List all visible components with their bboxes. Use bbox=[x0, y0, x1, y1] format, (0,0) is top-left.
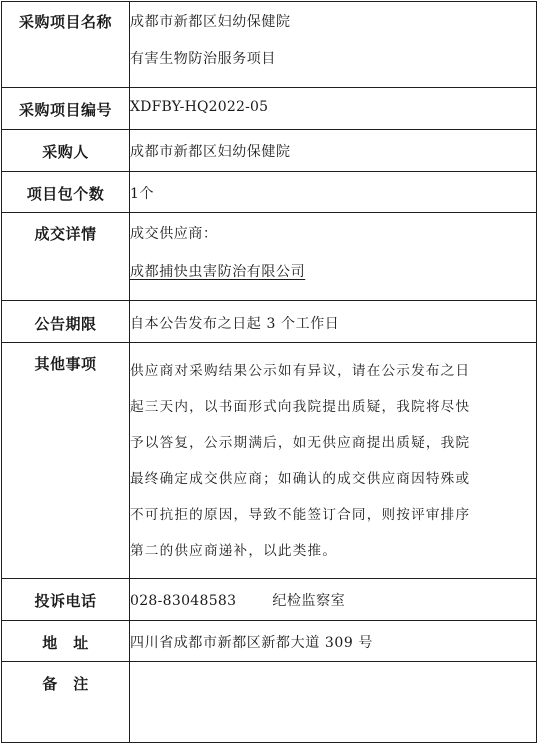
other-matters-line: 起三天内，以书面形式向我院提出质疑，我院将尽快 bbox=[130, 399, 471, 415]
other-matters-line: 最终确定成交供应商；如确认的成交供应商因特殊或 bbox=[130, 471, 471, 487]
label-text: 采购项目编号 bbox=[18, 101, 112, 119]
row-deal-detail bbox=[2, 213, 537, 301]
supplier-heading: 成交供应商： bbox=[130, 226, 218, 242]
value-project-code bbox=[130, 88, 537, 130]
label-text: 备 注 bbox=[42, 675, 89, 693]
value-address bbox=[130, 621, 537, 662]
other-matters-line: 供应商对采购结果公示如有异议，请在公示发布之日 bbox=[130, 363, 471, 379]
label-text: 成交详情 bbox=[34, 225, 97, 243]
project-name-line-1: 成都市新都区妇幼保健院 bbox=[130, 14, 291, 30]
label-remarks bbox=[2, 662, 130, 743]
row-lot-count bbox=[2, 172, 537, 213]
project-code: XDFBY-HQ2022-05 bbox=[130, 99, 269, 115]
label-lot-count bbox=[2, 172, 130, 213]
value-lot-count bbox=[130, 172, 537, 213]
label-complaint-phone bbox=[2, 579, 130, 621]
label-project-name bbox=[2, 2, 130, 88]
row-address bbox=[2, 621, 537, 662]
row-remarks bbox=[2, 662, 537, 743]
row-complaint-phone bbox=[2, 579, 537, 621]
lot-count: 1个 bbox=[130, 186, 155, 202]
value-notice-period bbox=[130, 301, 537, 343]
label-text: 其他事项 bbox=[34, 355, 97, 373]
notice-period-text: 自本公告发布之日起 3 个工作日 bbox=[130, 316, 340, 332]
row-other-matters bbox=[2, 343, 537, 579]
label-other-matters bbox=[2, 343, 130, 579]
value-remarks bbox=[130, 662, 537, 743]
row-project-name bbox=[2, 2, 537, 88]
address-text: 四川省成都市新都区新都大道 309 号 bbox=[130, 635, 374, 651]
purchaser-name: 成都市新都区妇幼保健院 bbox=[130, 144, 291, 160]
value-purchaser bbox=[130, 130, 537, 172]
complaint-phone-number: 028-83048583 bbox=[130, 593, 237, 609]
row-notice-period bbox=[2, 301, 537, 343]
row-project-code bbox=[2, 88, 537, 130]
project-name-line-2: 有害生物防治服务项目 bbox=[130, 51, 276, 67]
value-deal-detail bbox=[130, 213, 537, 301]
label-text: 公告期限 bbox=[34, 315, 97, 333]
label-address bbox=[2, 621, 130, 662]
other-matters-line: 第二的供应商递补，以此类推。 bbox=[130, 543, 338, 559]
other-matters-line: 予以答复，公示期满后，如无供应商提出质疑，我院 bbox=[130, 435, 471, 451]
supplier-name: 成都捕快虫害防治有限公司 bbox=[130, 264, 306, 280]
label-text: 采购人 bbox=[42, 143, 89, 161]
other-matters-line: 不可抗拒的原因，导致不能签订合同，则按评审排序 bbox=[130, 507, 471, 523]
label-purchaser bbox=[2, 130, 130, 172]
label-text: 投诉电话 bbox=[34, 592, 97, 610]
label-deal-detail bbox=[2, 213, 130, 301]
label-text: 项目包个数 bbox=[26, 185, 105, 203]
label-text: 地 址 bbox=[42, 634, 89, 652]
procurement-result-table bbox=[1, 1, 537, 743]
complaint-office: 纪检监察室 bbox=[272, 593, 346, 609]
label-text: 采购项目名称 bbox=[18, 13, 112, 31]
value-other-matters bbox=[130, 343, 537, 579]
label-notice-period bbox=[2, 301, 130, 343]
label-project-code bbox=[2, 88, 130, 130]
row-purchaser bbox=[2, 130, 537, 172]
value-complaint-phone bbox=[130, 579, 537, 621]
value-project-name bbox=[130, 2, 537, 88]
